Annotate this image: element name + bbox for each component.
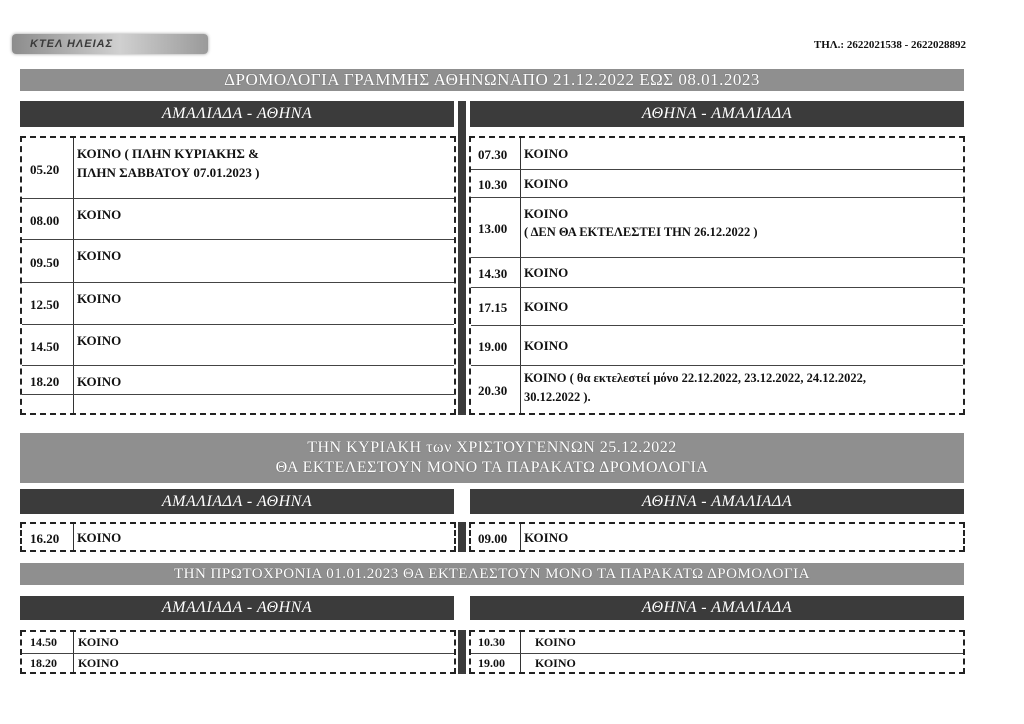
departure-time: 12.50 bbox=[22, 283, 74, 324]
table-row bbox=[471, 287, 963, 325]
departure-time: 18.20 bbox=[22, 654, 74, 672]
route-desc: ΚΟΙΝΟ bbox=[524, 338, 569, 353]
departure-time: 13.00 bbox=[471, 198, 521, 257]
table-row bbox=[471, 325, 963, 365]
departure-time: 14.50 bbox=[22, 632, 74, 653]
header-amaliada-athens: ΑΜΑΛΙΑΔΑ - ΑΘΗΝΑ bbox=[20, 489, 454, 514]
route-desc: ΚΟΙΝΟ bbox=[77, 374, 122, 389]
table-row bbox=[471, 653, 963, 672]
route-desc bbox=[74, 138, 454, 198]
route-desc: ΚΟΙΝΟ bbox=[77, 291, 122, 306]
route-desc bbox=[521, 366, 963, 413]
table-row bbox=[22, 239, 454, 282]
table-row bbox=[22, 524, 454, 550]
table-row bbox=[471, 169, 963, 197]
table-row bbox=[471, 524, 963, 550]
table-row bbox=[22, 632, 454, 653]
departure-time: 08.00 bbox=[22, 199, 74, 239]
header-amaliada-athens: ΑΜΑΛΙΑΔΑ - ΑΘΗΝΑ bbox=[20, 101, 454, 127]
route-desc: ΚΟΙΝΟ bbox=[78, 655, 119, 670]
table-row bbox=[22, 324, 454, 365]
desc-note: ( ΔΕΝ ΘΑ ΕΚΤΕΛΕΣΤΕΙ ΤΗΝ 26.12.2022 ) bbox=[524, 225, 758, 239]
table-row bbox=[471, 632, 963, 653]
main-right-table bbox=[469, 136, 965, 415]
christmas-left-table bbox=[20, 522, 456, 552]
column-divider bbox=[458, 630, 466, 674]
table-row bbox=[22, 282, 454, 324]
route-desc: ΚΟΙΝΟ bbox=[77, 529, 122, 545]
table-row bbox=[471, 197, 963, 257]
christmas-line: ΤΗΝ ΚΥΡΙΑΚΗ των ΧΡΙΣΤΟΥΓΕΝΝΩΝ 25.12.2022 bbox=[307, 439, 677, 456]
schedule-title: ΔΡΟΜΟΛΟΓΙΑ ΓΡΑΜΜΗΣ ΑΘΗΝΩΝΑΠΟ 21.12.2022 ΕΩΣ 08.01.2023 bbox=[20, 69, 964, 91]
departure-time: 09.50 bbox=[22, 240, 74, 282]
header-athens-amaliada: ΑΘΗΝΑ - ΑΜΑΛΙΑΔΑ bbox=[470, 101, 964, 127]
departure-time: 14.50 bbox=[22, 325, 74, 365]
table-row bbox=[471, 138, 963, 169]
departure-time: 19.00 bbox=[471, 326, 521, 365]
departure-time: 16.20 bbox=[22, 524, 74, 550]
route-desc: ΚΟΙΝΟ bbox=[524, 529, 569, 545]
christmas-line: ΘΑ ΕΚΤΕΛΕΣΤΟΥΝ ΜΟΝΟ ΤΑ ΠΑΡΑΚΑΤΩ ΔΡΟΜΟΛΟΓΙΑ bbox=[275, 459, 709, 476]
table-row bbox=[22, 138, 454, 198]
route-desc bbox=[74, 395, 454, 413]
departure-time: 09.00 bbox=[471, 524, 521, 550]
desc-line: ΚΟΙΝΟ ( θα εκτελεστεί μόνο 22.12.2022, 23.12.2022, 24.12.2022, bbox=[524, 371, 866, 385]
departure-time: 07.30 bbox=[471, 138, 521, 169]
route-desc: ΚΟΙΝΟ bbox=[524, 265, 569, 280]
departure-time: 18.20 bbox=[22, 366, 74, 394]
table-row bbox=[471, 257, 963, 287]
route-desc: ΚΟΙΝΟ bbox=[77, 207, 122, 222]
route-desc bbox=[521, 198, 963, 257]
table-row bbox=[471, 365, 963, 413]
header-amaliada-athens: ΑΜΑΛΙΑΔΑ - ΑΘΗΝΑ bbox=[20, 596, 454, 620]
newyear-left-table bbox=[20, 630, 456, 674]
header-athens-amaliada: ΑΘΗΝΑ - ΑΜΑΛΙΑΔΑ bbox=[470, 596, 964, 620]
departure-time: 20.30 bbox=[471, 366, 521, 413]
route-desc: ΚΟΙΝΟ bbox=[524, 299, 569, 314]
route-desc: ΚΟΙΝΟ bbox=[535, 635, 576, 649]
column-divider bbox=[458, 522, 466, 552]
departure-time: 19.00 bbox=[471, 654, 521, 672]
departure-time: 05.20 bbox=[22, 138, 74, 198]
route-desc: ΚΟΙΝΟ bbox=[524, 176, 569, 191]
departure-time: 10.30 bbox=[471, 632, 521, 653]
table-row bbox=[22, 198, 454, 239]
departure-time bbox=[22, 395, 74, 413]
desc-line: ΚΟΙΝΟ bbox=[524, 206, 569, 221]
route-desc: ΚΟΙΝΟ bbox=[78, 635, 119, 649]
route-desc: ΚΟΙΝΟ bbox=[77, 333, 122, 348]
desc-line: ΠΛΗΝ ΣΑΒΒΑΤΟΥ 07.01.2023 ) bbox=[77, 165, 260, 180]
christmas-banner bbox=[20, 433, 964, 483]
phone-numbers: ΤΗΛ.: 2622021538 - 2622028892 bbox=[813, 39, 966, 51]
header-athens-amaliada: ΑΘΗΝΑ - ΑΜΑΛΙΑΔΑ bbox=[470, 489, 964, 514]
departure-time: 10.30 bbox=[471, 170, 521, 197]
departure-time: 17.15 bbox=[471, 288, 521, 325]
newyear-right-table bbox=[469, 630, 965, 674]
table-row bbox=[22, 653, 454, 672]
route-desc: ΚΟΙΝΟ bbox=[524, 146, 569, 161]
main-left-table bbox=[20, 136, 456, 415]
departure-time: 14.30 bbox=[471, 258, 521, 287]
company-logo: ΚΤΕΛ ΗΛΕΙΑΣ bbox=[12, 34, 208, 54]
christmas-right-table bbox=[469, 522, 965, 552]
table-row bbox=[22, 365, 454, 394]
column-divider bbox=[458, 101, 466, 415]
desc-line: 30.12.2022 ). bbox=[524, 390, 591, 404]
table-row bbox=[22, 394, 454, 413]
newyear-banner: ΤΗΝ ΠΡΩΤΟΧΡΟΝΙΑ 01.01.2023 ΘΑ ΕΚΤΕΛΕΣΤΟΥΝ ΜΟΝΟ ΤΑ ΠΑΡΑΚΑΤΩ ΔΡΟΜΟΛΟΓΙΑ bbox=[20, 563, 964, 585]
desc-line: ΚΟΙΝΟ ( ΠΛΗΝ ΚΥΡΙΑΚΗΣ & bbox=[77, 146, 259, 161]
route-desc: ΚΟΙΝΟ bbox=[77, 248, 122, 263]
route-desc: ΚΟΙΝΟ bbox=[535, 655, 576, 670]
